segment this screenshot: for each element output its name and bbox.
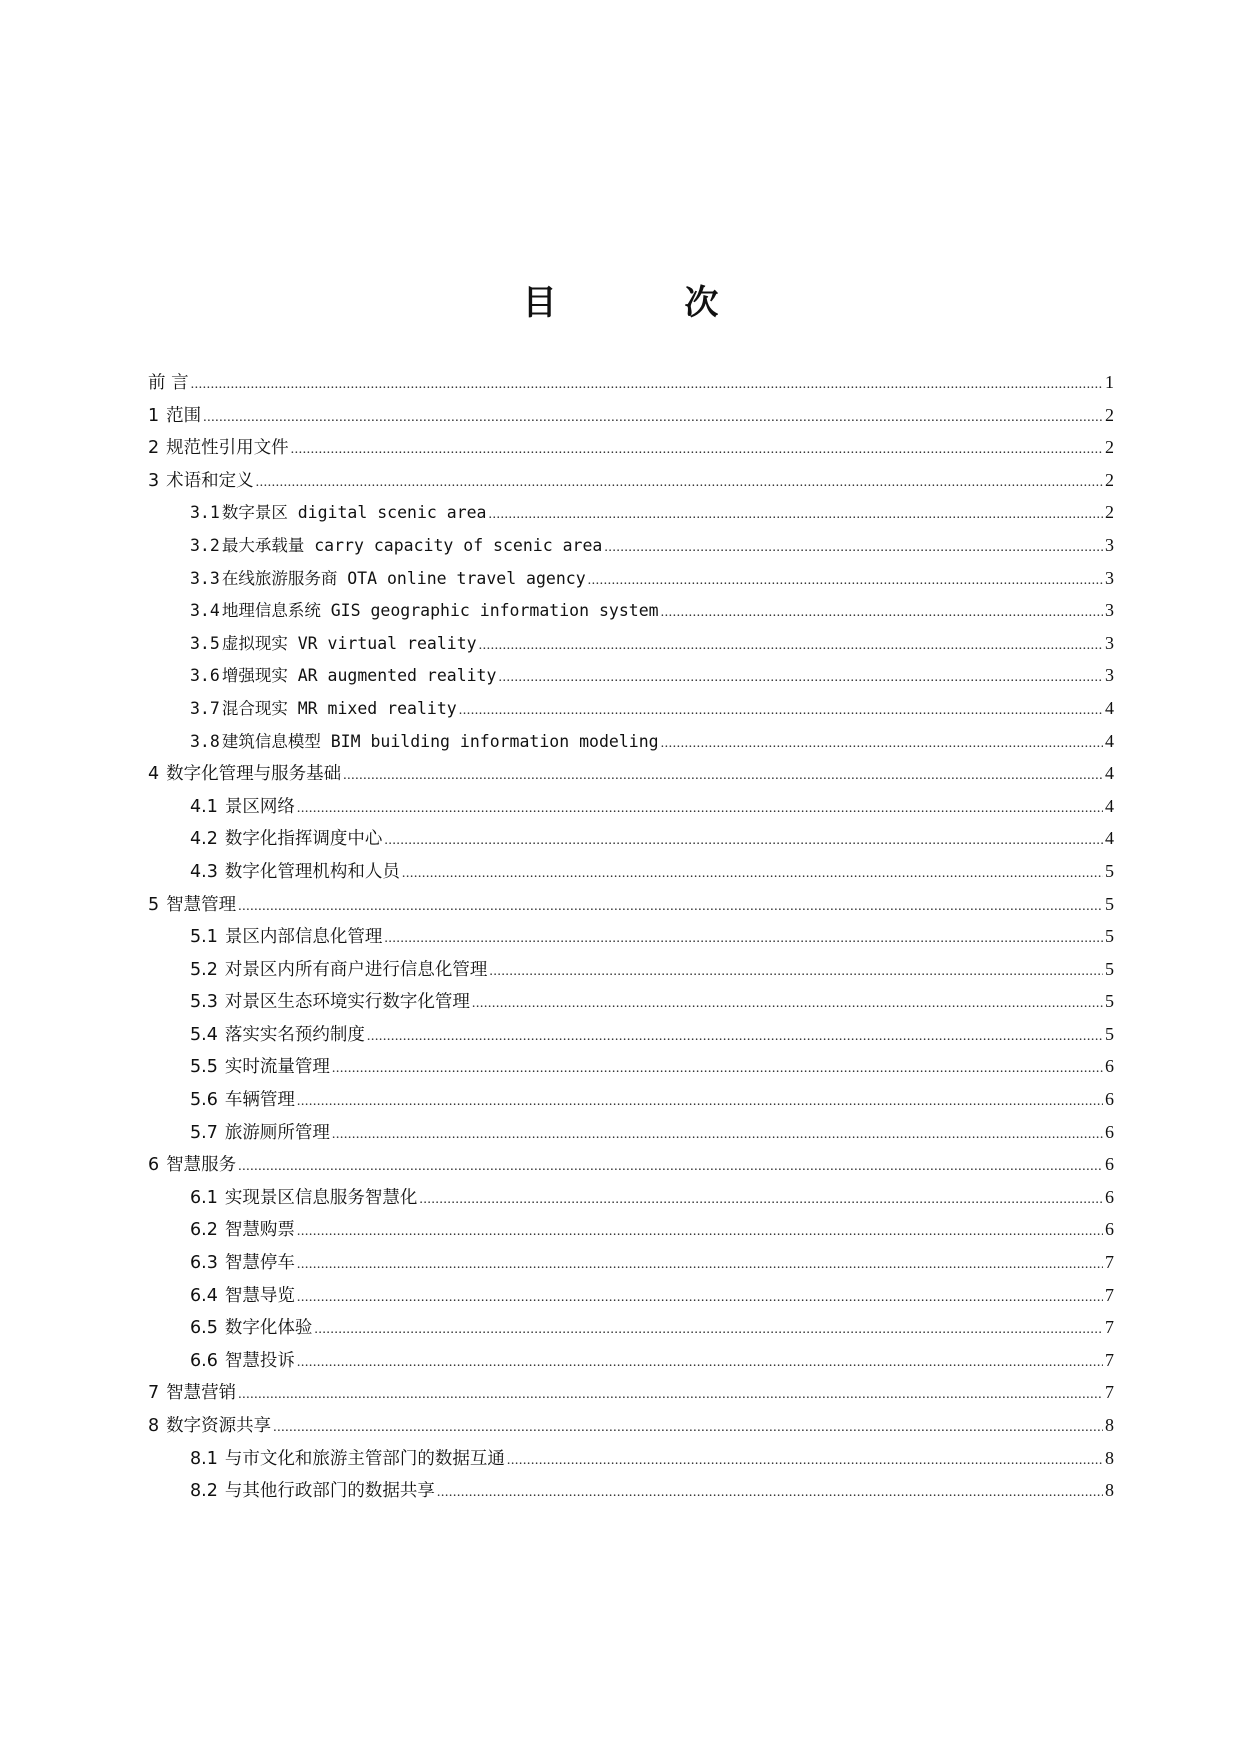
toc-page-number: 5 xyxy=(1105,860,1114,881)
toc-entry-8[interactable] xyxy=(148,1409,1114,1442)
toc-entry-title: 对景区内所有商户进行信息化管理 xyxy=(224,959,488,980)
toc-dot-leader xyxy=(661,728,1103,761)
toc-entry-title: 数字化管理与服务基础 xyxy=(166,764,342,785)
toc-dot-leader xyxy=(343,760,1103,793)
toc-page-number: 4 xyxy=(1105,730,1114,751)
toc-page-number: 7 xyxy=(1105,1252,1114,1273)
toc-entry-7[interactable] xyxy=(148,1376,1114,1409)
toc-page-number: 8 xyxy=(1105,1415,1114,1435)
toc-entry-number: 6.2 xyxy=(190,1220,218,1241)
toc-entry-number: 8 xyxy=(148,1416,160,1436)
toc-entry-label xyxy=(148,889,236,922)
toc-entry-number: 5.2 xyxy=(190,959,218,980)
toc-page-number: 5 xyxy=(1105,1023,1114,1044)
toc-entry-5-1[interactable] xyxy=(148,920,1114,953)
toc-dot-leader xyxy=(459,695,1103,728)
toc-entry-number: 5.5 xyxy=(190,1057,218,1078)
toc-entry-title: 数字资源共享 xyxy=(166,1416,272,1436)
toc-entry-label xyxy=(190,726,659,759)
toc-page-number: 6 xyxy=(1105,1056,1114,1077)
toc-entry-label xyxy=(190,1182,417,1215)
toc-entry-label xyxy=(190,1247,295,1280)
toc-entry-6-2[interactable] xyxy=(148,1213,1114,1246)
toc-entry-5-4[interactable] xyxy=(148,1018,1114,1051)
toc-entry-label xyxy=(190,1117,330,1150)
toc-entry-label xyxy=(190,1051,330,1084)
toc-page-number: 6 xyxy=(1105,1089,1114,1110)
toc-entry-number: 5.6 xyxy=(190,1090,218,1111)
toc-page-number: 2 xyxy=(1105,469,1114,490)
toc-entry-title: 智慧导览 xyxy=(224,1285,295,1306)
toc-entry-title: 智慧投诉 xyxy=(224,1350,295,1371)
toc-entry-number: 8.2 xyxy=(190,1481,218,1502)
toc-dot-leader xyxy=(367,1021,1103,1054)
toc-dot-leader xyxy=(498,662,1103,695)
toc-entry-number: 3.5 xyxy=(190,633,220,653)
toc-entry-6-5[interactable] xyxy=(148,1311,1114,1344)
toc-page-number: 8 xyxy=(1105,1447,1114,1468)
toc-dot-leader xyxy=(297,1347,1103,1380)
toc-entry-number: 3.2 xyxy=(190,535,220,555)
toc-dot-leader xyxy=(661,597,1103,630)
toc-page-number: 4 xyxy=(1105,795,1114,816)
toc-entry-title: 规范性引用文件 xyxy=(166,438,289,459)
toc-entry-6-6[interactable] xyxy=(148,1344,1114,1377)
toc-entry-label xyxy=(148,367,189,400)
toc-dot-leader xyxy=(419,1184,1103,1217)
toc-entry-title: 实时流量管理 xyxy=(224,1057,330,1078)
toc-entry-label xyxy=(190,693,457,726)
toc-page-number: 5 xyxy=(1105,958,1114,979)
toc-entry-6-3[interactable] xyxy=(148,1246,1114,1279)
toc-page-number: 2 xyxy=(1105,502,1114,523)
toc-entry-title: 智慧购票 xyxy=(224,1220,295,1241)
toc-dot-leader xyxy=(297,1282,1103,1315)
toc-dot-leader xyxy=(332,1119,1103,1152)
toc-entry-title: 实现景区信息服务智慧化 xyxy=(224,1187,418,1208)
toc-entry-title: 旅游厕所管理 xyxy=(224,1122,330,1143)
toc-entry-label xyxy=(148,1410,271,1443)
toc-entry-label xyxy=(190,1084,295,1117)
toc-entry-4-3[interactable] xyxy=(148,855,1114,888)
toc-entry-label xyxy=(190,1312,312,1345)
toc-entry-number: 2 xyxy=(148,438,160,459)
toc-entry-3-3[interactable] xyxy=(148,562,1114,595)
toc-entry-3-1[interactable] xyxy=(148,496,1114,529)
toc-entry-title: 车辆管理 xyxy=(224,1090,295,1111)
toc-page-number: 4 xyxy=(1105,828,1114,849)
toc-entry-number: 6.1 xyxy=(190,1187,218,1208)
toc-dot-leader xyxy=(291,434,1103,467)
toc-dot-leader xyxy=(384,923,1103,956)
toc-entry-6-1[interactable] xyxy=(148,1181,1114,1214)
toc-entry-label xyxy=(190,954,487,987)
toc-entry-label xyxy=(148,432,289,465)
toc-page-number: 5 xyxy=(1105,893,1114,914)
toc-page-number: 5 xyxy=(1105,926,1114,947)
toc-dot-leader xyxy=(489,499,1104,532)
toc-entry-title: 数字化指挥调度中心 xyxy=(224,829,383,850)
toc-entry-number: 5.1 xyxy=(190,927,218,948)
toc-entry-3[interactable] xyxy=(148,464,1114,497)
toc-page-number: 7 xyxy=(1105,1382,1114,1403)
toc-entry-label xyxy=(190,986,470,1019)
toc-entry-label xyxy=(190,823,382,856)
toc-entry-label xyxy=(190,1475,435,1508)
toc-entry-title: 数字化体验 xyxy=(224,1318,313,1339)
toc-entry-title: 对景区生态环境实行数字化管理 xyxy=(224,992,470,1013)
toc-entry-label xyxy=(190,791,295,824)
page-title: 目 次 xyxy=(522,282,777,323)
toc-entry-label xyxy=(148,465,254,498)
toc-page-number: 6 xyxy=(1105,1219,1114,1240)
toc-entry-5-6[interactable] xyxy=(148,1083,1114,1116)
toc-page-number: 7 xyxy=(1105,1284,1114,1305)
toc-entry-title: 最大承载量 carry capacity of scenic area xyxy=(221,535,603,555)
toc-entry-number: 3.1 xyxy=(190,503,220,523)
toc-entry-title: 建筑信息模型 BIM building information modeling xyxy=(221,731,659,751)
toc-entry-number: 3.6 xyxy=(190,666,220,686)
toc-entry-5-2[interactable] xyxy=(148,953,1114,986)
toc-entry-number: 6.5 xyxy=(190,1318,218,1339)
toc-page-number: 7 xyxy=(1105,1317,1114,1338)
toc-entry-label xyxy=(148,1377,236,1410)
toc-entry-3-5[interactable] xyxy=(148,627,1114,660)
toc-dot-leader xyxy=(332,1053,1103,1086)
toc-dot-leader xyxy=(479,630,1103,663)
toc-page-number: 3 xyxy=(1105,632,1114,653)
toc-page-number: 6 xyxy=(1105,1121,1114,1142)
toc-entry-label xyxy=(190,1345,295,1378)
toc-entry-number: 5 xyxy=(148,894,160,915)
toc-page-number: 3 xyxy=(1105,534,1114,555)
toc-entry-title: 智慧营销 xyxy=(166,1383,237,1404)
toc-entry-1[interactable] xyxy=(148,399,1114,432)
toc-entry-3-6[interactable] xyxy=(148,659,1114,692)
toc-entry-label xyxy=(190,856,400,889)
toc-entry-number: 7 xyxy=(148,1383,160,1404)
toc-page-number: 3 xyxy=(1105,600,1114,621)
toc-page-number: 1 xyxy=(1105,372,1114,392)
toc-entry-8-2[interactable] xyxy=(148,1474,1114,1507)
toc-entry-number: 6.4 xyxy=(190,1285,218,1306)
toc-entry-4-1[interactable] xyxy=(148,790,1114,823)
toc-entry-title: 落实实名预约制度 xyxy=(224,1024,365,1045)
toc-entry-4-2[interactable] xyxy=(148,822,1114,855)
toc-entry-8-1[interactable] xyxy=(148,1442,1114,1475)
toc-dot-leader xyxy=(191,369,1103,402)
toc-entry-title: 增强现实 AR augmented reality xyxy=(221,666,497,686)
toc-entry-label xyxy=(190,563,586,596)
toc-entry-label xyxy=(190,1443,505,1476)
toc-entry-label xyxy=(148,758,341,791)
toc-page-number: 8 xyxy=(1105,1480,1114,1501)
toc-entry-5-3[interactable] xyxy=(148,985,1114,1018)
toc-entry-title: 景区网络 xyxy=(224,796,295,817)
toc-dot-leader xyxy=(588,565,1103,598)
toc-entry-title: 景区内部信息化管理 xyxy=(224,927,383,948)
toc-entry-title: 与市文化和旅游主管部门的数据互通 xyxy=(224,1448,505,1469)
toc-dot-leader xyxy=(238,1151,1103,1184)
toc-entry-title: 混合现实 MR mixed reality xyxy=(221,698,457,718)
toc-entry-number: 4.3 xyxy=(190,861,218,882)
toc-entry-number: 5.4 xyxy=(190,1024,218,1045)
toc-entry-5-7[interactable] xyxy=(148,1116,1114,1149)
toc-dot-leader xyxy=(273,1412,1103,1445)
toc-dot-leader xyxy=(203,402,1103,435)
toc-entry-label xyxy=(190,497,487,530)
toc-dot-leader xyxy=(384,825,1103,858)
toc-page-number: 5 xyxy=(1105,991,1114,1012)
toc-entry-number: 6.3 xyxy=(190,1253,218,1274)
toc-entry-3-2[interactable] xyxy=(148,529,1114,562)
toc-entry-number: 3.8 xyxy=(190,731,220,751)
toc-entry-number: 3 xyxy=(148,470,160,491)
toc-entry-number: 1 xyxy=(148,405,160,426)
toc-entry-foreword[interactable] xyxy=(148,366,1114,399)
toc-entry-3-7[interactable] xyxy=(148,692,1114,725)
toc-dot-leader xyxy=(314,1314,1103,1347)
toc-entry-title: 前 言 xyxy=(148,373,189,393)
toc-entry-2[interactable] xyxy=(148,431,1114,464)
toc-page-number: 3 xyxy=(1105,567,1114,588)
toc-entry-label xyxy=(190,595,659,628)
toc-page-number: 3 xyxy=(1105,665,1114,686)
toc-entry-label xyxy=(148,400,201,433)
toc-page-number: 2 xyxy=(1105,437,1114,458)
toc-dot-leader xyxy=(297,1249,1103,1282)
toc-dot-leader xyxy=(297,1086,1103,1119)
toc-entry-number: 3.4 xyxy=(190,601,220,621)
toc-entry-label xyxy=(190,530,602,563)
toc-dot-leader xyxy=(472,988,1103,1021)
toc-entry-number: 3.7 xyxy=(190,698,220,718)
toc-entry-number: 4.2 xyxy=(190,829,218,850)
toc-entry-number: 8.1 xyxy=(190,1448,218,1469)
toc-entry-title: 智慧管理 xyxy=(166,894,237,915)
toc-entry-number: 4.1 xyxy=(190,796,218,817)
toc-dot-leader xyxy=(604,532,1103,565)
toc-entry-label xyxy=(190,1280,295,1313)
toc-entry-label xyxy=(190,921,382,954)
toc-dot-leader xyxy=(437,1477,1103,1510)
toc-entry-number: 5.3 xyxy=(190,992,218,1013)
toc-dot-leader xyxy=(297,793,1103,826)
toc-page-number: 6 xyxy=(1105,1154,1114,1175)
toc-entry-label xyxy=(190,628,477,661)
toc-entry-5-5[interactable] xyxy=(148,1050,1114,1083)
toc-entry-number: 4 xyxy=(148,764,160,785)
toc-entry-title: 与其他行政部门的数据共享 xyxy=(224,1481,435,1502)
toc-dot-leader xyxy=(489,956,1103,989)
toc-dot-leader xyxy=(297,1216,1103,1249)
toc-page-number: 2 xyxy=(1105,404,1114,425)
toc-entry-number: 3.3 xyxy=(190,568,220,588)
toc-dot-leader xyxy=(507,1445,1103,1478)
toc-entry-title: 范围 xyxy=(166,405,202,426)
toc-entry-label xyxy=(190,660,496,693)
toc-entry-number: 6 xyxy=(148,1155,160,1176)
toc-entry-6[interactable] xyxy=(148,1148,1114,1181)
toc-entry-title: 智慧服务 xyxy=(166,1155,237,1176)
toc-entry-number: 5.7 xyxy=(190,1122,218,1143)
toc-entry-label xyxy=(148,1149,236,1182)
toc-entry-label xyxy=(190,1019,365,1052)
toc-entry-3-4[interactable] xyxy=(148,594,1114,627)
toc-entry-3-8[interactable] xyxy=(148,725,1114,758)
toc-entry-title: 地理信息系统 GIS geographic information system xyxy=(221,601,659,621)
toc-entry-title: 虚拟现实 VR virtual reality xyxy=(221,633,477,653)
toc-entry-label xyxy=(190,1214,295,1247)
toc-entry-number: 6.6 xyxy=(190,1350,218,1371)
toc-page-number: 7 xyxy=(1105,1349,1114,1370)
toc-entry-title: 智慧停车 xyxy=(224,1253,295,1274)
toc-entry-6-4[interactable] xyxy=(148,1279,1114,1312)
toc-dot-leader xyxy=(256,467,1103,500)
toc-entry-title: 数字景区 digital scenic area xyxy=(221,503,487,523)
toc-page-number: 4 xyxy=(1105,763,1114,784)
toc-page-number: 6 xyxy=(1105,1186,1114,1207)
toc-dot-leader xyxy=(402,858,1103,891)
toc-entry-title: 术语和定义 xyxy=(166,470,254,491)
toc-entry-title: 在线旅游服务商 OTA online travel agency xyxy=(221,568,586,588)
toc-dot-leader xyxy=(238,1379,1103,1412)
table-of-contents xyxy=(148,366,1114,1507)
toc-page-number: 4 xyxy=(1105,697,1114,718)
toc-dot-leader xyxy=(238,891,1103,924)
toc-entry-4[interactable] xyxy=(148,757,1114,790)
toc-entry-5[interactable] xyxy=(148,888,1114,921)
toc-entry-title: 数字化管理机构和人员 xyxy=(224,861,400,882)
